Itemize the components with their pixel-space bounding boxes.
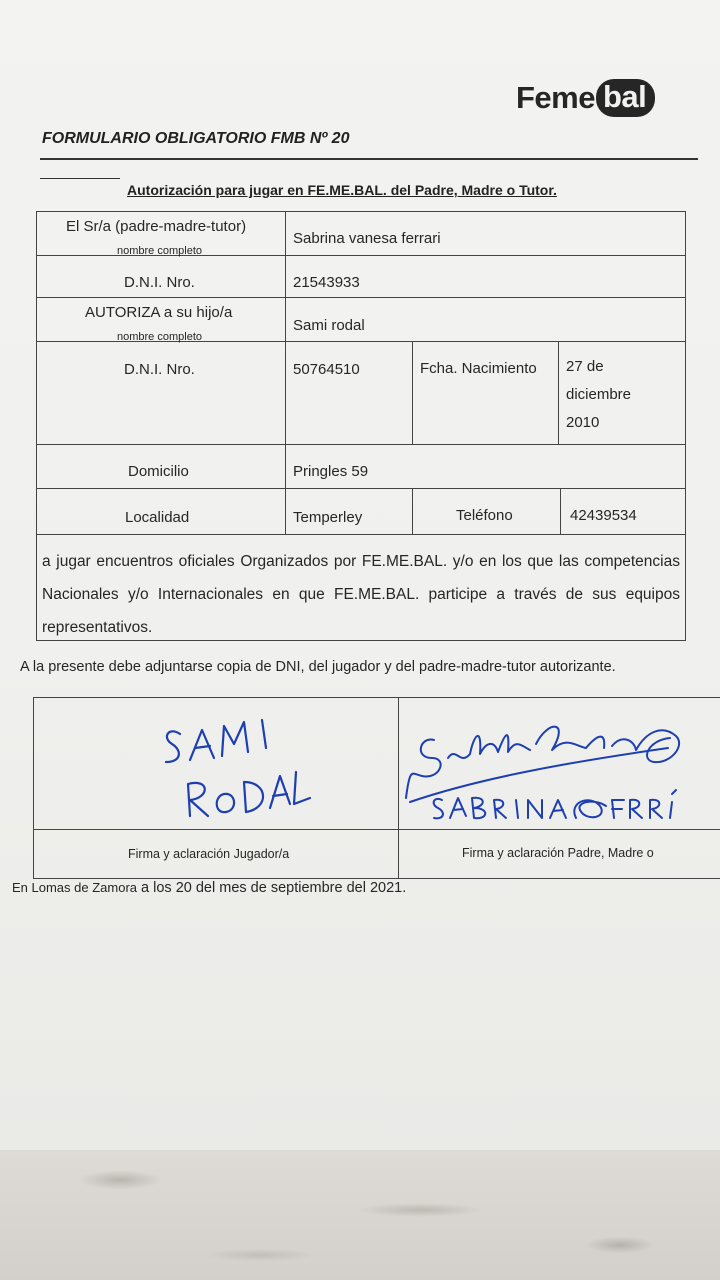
birth-date-month: diciembre — [566, 386, 632, 403]
table-divider — [36, 488, 686, 489]
table-column-divider — [560, 488, 561, 534]
signature-row-divider — [33, 829, 720, 830]
birth-date-day: 27 de — [566, 358, 604, 375]
form-title: FORMULARIO OBLIGATORIO FMB Nº 20 — [42, 130, 350, 147]
telefono-value: 42439534 — [570, 507, 637, 524]
tutor-sublabel: nombre completo — [117, 245, 202, 257]
table-divider — [36, 534, 686, 535]
birth-date-label: Fcha. Nacimiento — [420, 360, 537, 377]
signature-column-divider — [398, 697, 399, 879]
table-divider — [36, 297, 686, 298]
femebal-logo — [516, 76, 655, 120]
logo-pill: bal — [596, 79, 655, 117]
table-column-divider — [285, 211, 286, 534]
localidad-value: Temperley — [293, 509, 363, 526]
footer-date: a los 20 del mes de septiembre del 2021. — [141, 880, 407, 896]
child-dni-label: D.N.I. Nro. — [124, 361, 195, 378]
player-signature-caption: Firma y aclaración Jugador/a — [128, 847, 290, 861]
place-and-date — [12, 880, 406, 896]
autoriza-label: AUTORIZA a su hijo/a — [85, 304, 233, 321]
table-column-divider — [558, 341, 559, 444]
birth-date-year: 2010 — [566, 414, 600, 431]
parent-signature — [400, 706, 700, 826]
localidad-label: Localidad — [125, 509, 190, 526]
short-rule — [40, 178, 120, 179]
child-dni-value: 50764510 — [293, 361, 360, 378]
child-name-value: Sami rodal — [293, 317, 365, 334]
player-signature — [158, 712, 318, 822]
tutor-dni-label: D.N.I. Nro. — [124, 274, 195, 291]
telefono-label: Teléfono — [456, 507, 513, 524]
tutor-label: El Sr/a (padre-madre-tutor) — [66, 218, 247, 235]
attachment-note: A la presente debe adjuntarse copia de DNI, del jugador y del padre-madre-tutor autorizante. — [20, 659, 616, 675]
logo-text: Feme — [516, 80, 595, 115]
autoriza-sublabel: nombre completo — [117, 331, 202, 343]
tutor-dni-value: 21543933 — [293, 274, 360, 291]
domicilio-value: Pringles 59 — [293, 463, 369, 480]
table-column-divider — [412, 488, 413, 534]
marble-surface — [0, 1150, 720, 1280]
table-divider — [36, 444, 686, 445]
title-rule — [40, 158, 698, 160]
form-subtitle: Autorización para jugar en FE.ME.BAL. del Padre, Madre o Tutor. — [127, 182, 557, 198]
footer-place: En Lomas de Zamora — [12, 880, 138, 895]
tutor-name-value: Sabrina vanesa ferrari — [293, 230, 441, 247]
parent-signature-caption: Firma y aclaración Padre, Madre o — [462, 846, 654, 860]
domicilio-label: Domicilio — [128, 463, 189, 480]
authorization-paragraph: a jugar encuentros oficiales Organizados por FE.ME.BAL. y/o en los que las competencias Nacionales y/o Internacionales en que FE.ME.BAL. participe a través de sus equipos representativos. — [42, 553, 680, 636]
table-column-divider — [412, 341, 413, 444]
